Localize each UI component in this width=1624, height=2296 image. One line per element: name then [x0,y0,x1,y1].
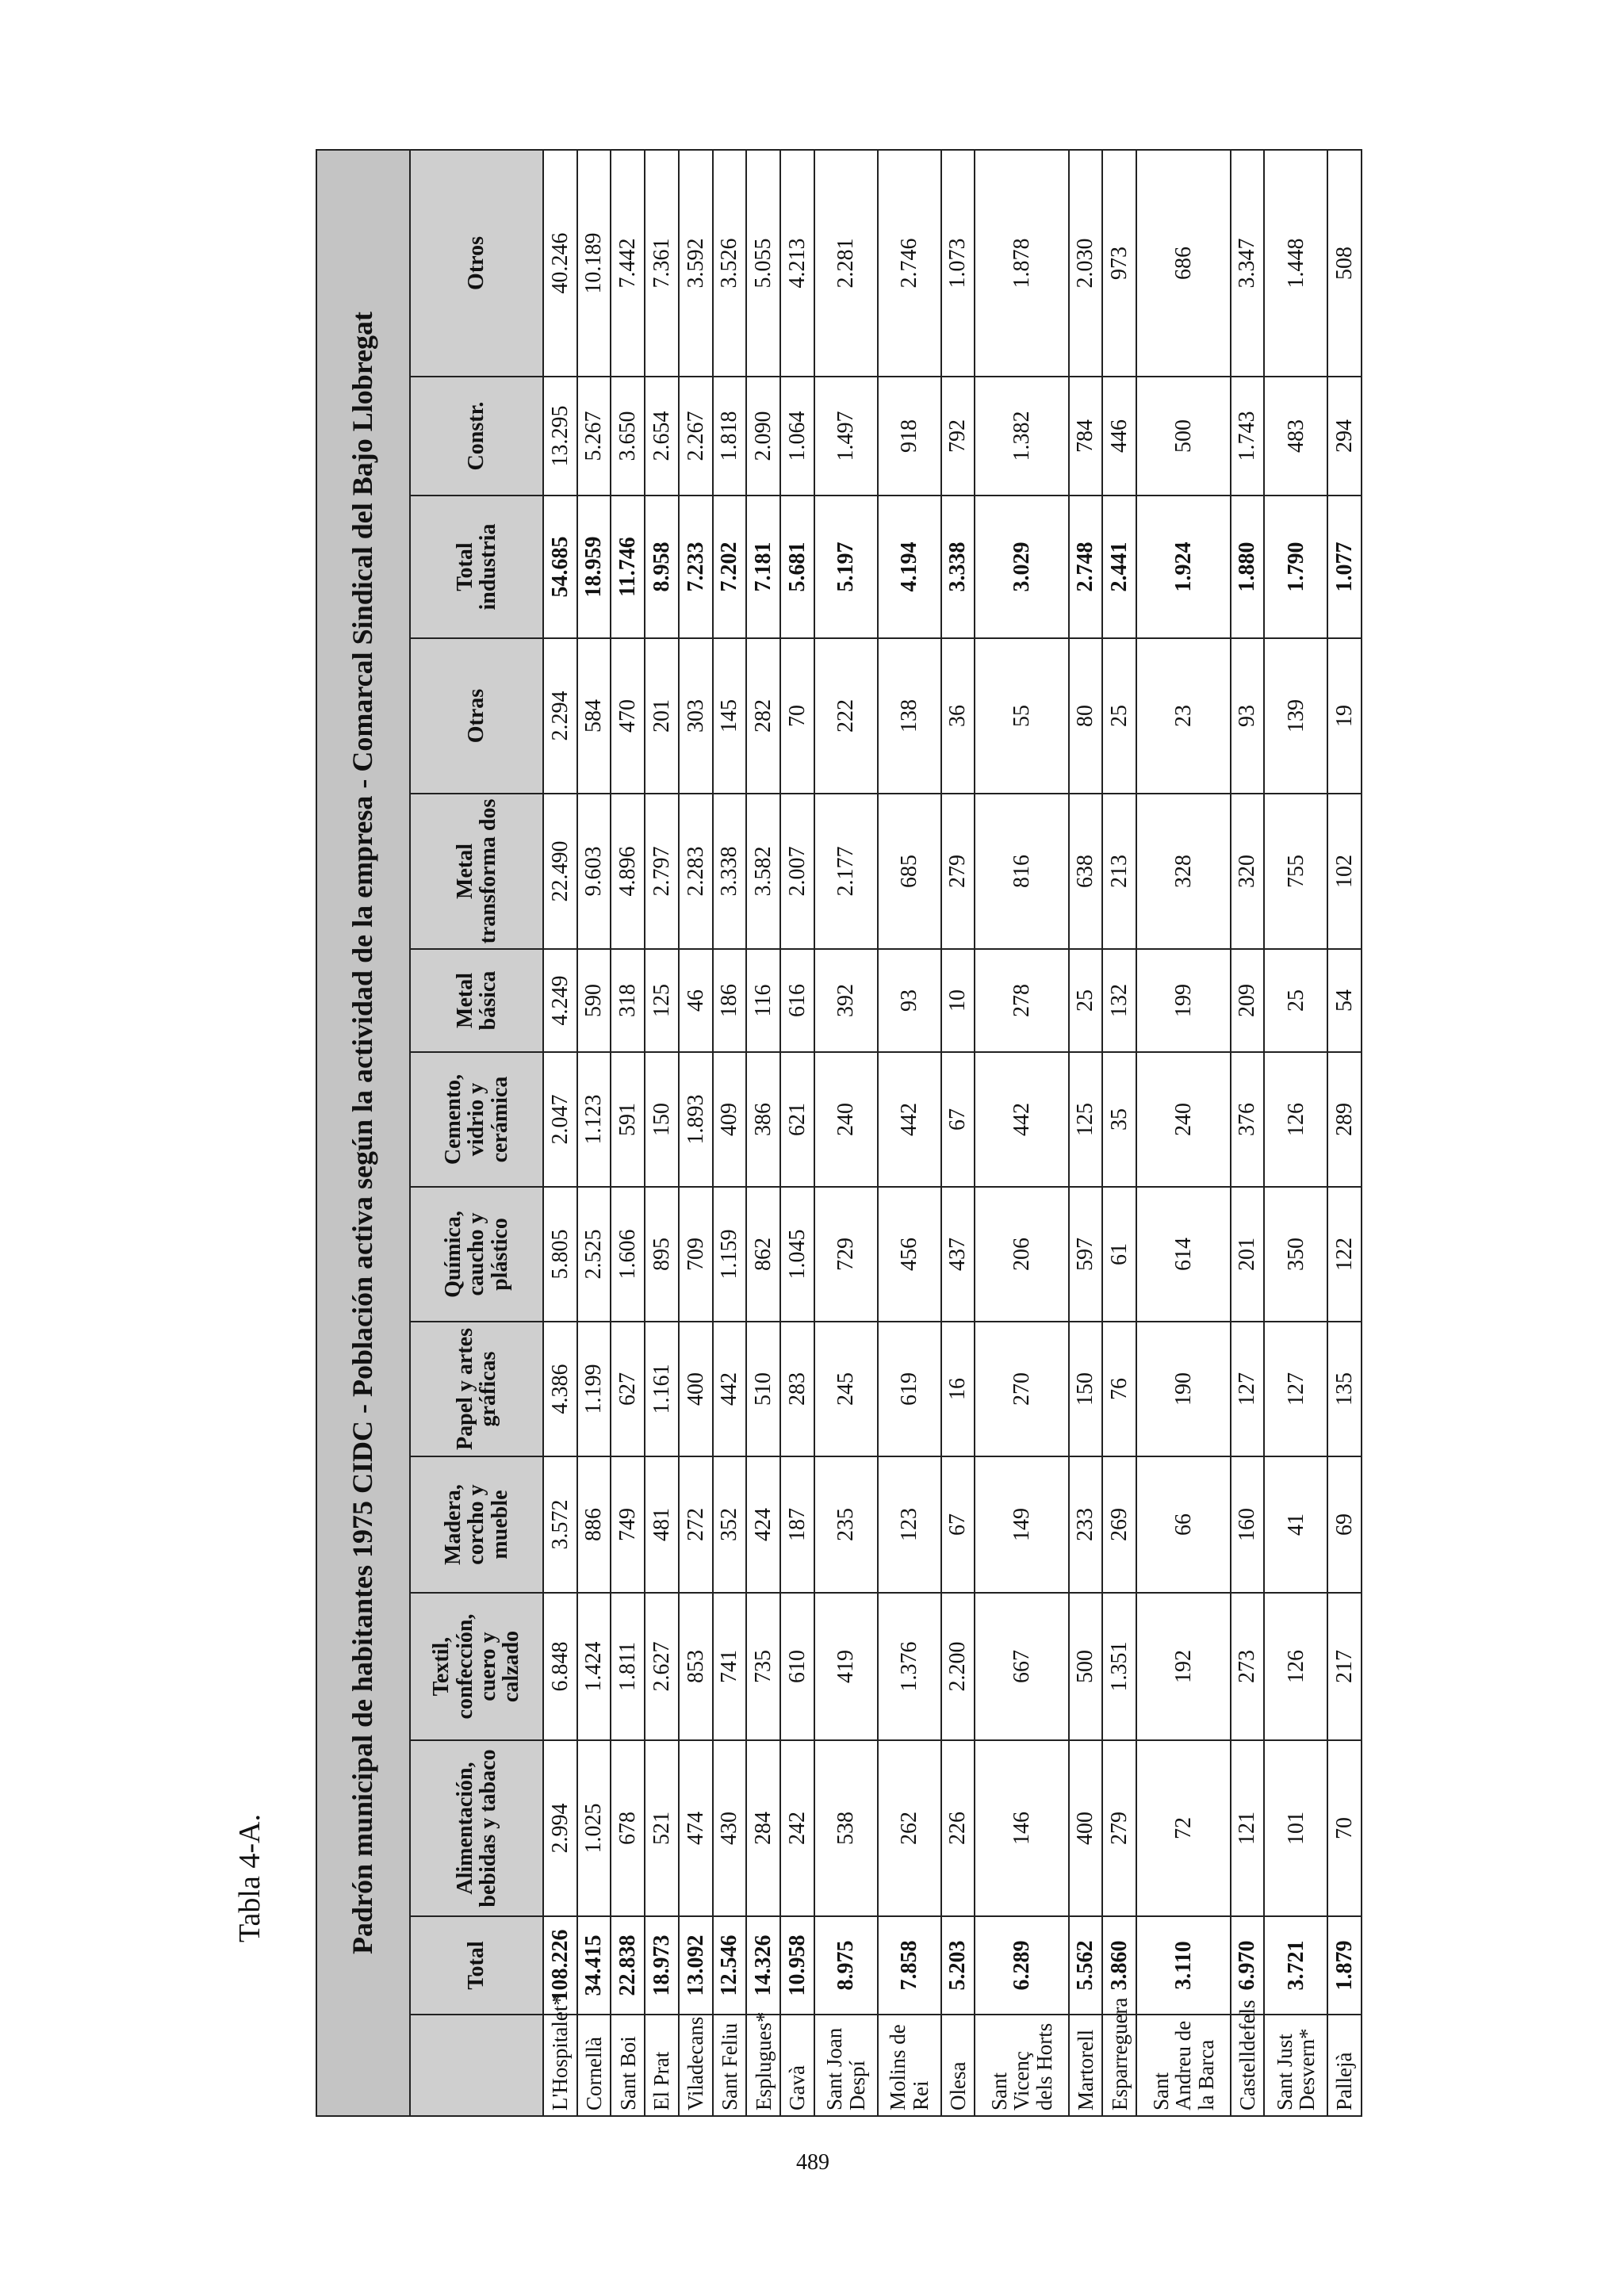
value-cell: 201 [1231,1187,1265,1322]
value-cell: 1.161 [645,1322,679,1456]
value-cell: 2.994 [543,1740,577,1916]
value-cell: 483 [1264,377,1327,496]
value-cell: 2.007 [780,794,814,949]
value-cell: 108.226 [543,1916,577,2015]
value-cell: 80 [1069,638,1103,794]
value-cell: 784 [1069,377,1103,496]
value-cell: 2.746 [878,150,941,377]
value-cell: 3.526 [713,150,747,377]
column-headers [410,150,543,2116]
value-cell: 5.805 [543,1187,577,1322]
value-cell: 481 [645,1456,679,1593]
value-cell: 792 [941,377,975,496]
value-cell: 862 [746,1187,780,1322]
value-cell: 279 [1102,1740,1136,1916]
value-cell: 125 [645,949,679,1052]
value-cell: 70 [1327,1740,1362,1916]
table-row [645,150,679,2116]
value-cell: 283 [780,1322,814,1456]
value-cell: 400 [679,1322,713,1456]
value-cell: 270 [975,1322,1068,1456]
value-cell: 3.860 [1102,1916,1136,2015]
column-header: Madera, corcho y mueble [410,1456,543,1593]
value-cell: 318 [611,949,645,1052]
value-cell: 352 [713,1456,747,1593]
data-table-container [316,151,1362,2117]
value-cell: 1.351 [1102,1593,1136,1740]
value-cell: 40.246 [543,150,577,377]
value-cell: 8.975 [814,1916,878,2015]
value-cell: 895 [645,1187,679,1322]
value-cell: 616 [780,949,814,1052]
value-cell: 102 [1327,794,1362,949]
value-cell: 500 [1069,1593,1103,1740]
value-cell: 4.249 [543,949,577,1052]
municipality-cell: Sant Joan Despí [814,2015,878,2116]
table-row [780,150,814,2116]
value-cell: 419 [814,1593,878,1740]
value-cell: 13.092 [679,1916,713,2015]
value-cell: 54 [1327,949,1362,1052]
column-header: Otras [410,638,543,794]
value-cell: 93 [878,949,941,1052]
value-cell: 886 [577,1456,611,1593]
value-cell: 127 [1264,1322,1327,1456]
value-cell: 4.194 [878,496,941,638]
value-cell: 25 [1069,949,1103,1052]
value-cell: 242 [780,1740,814,1916]
municipality-cell: Pallejà [1327,2015,1362,2116]
value-cell: 1.811 [611,1593,645,1740]
value-cell: 376 [1231,1052,1265,1187]
value-cell: 2.654 [645,377,679,496]
value-cell: 10.189 [577,150,611,377]
value-cell: 190 [1136,1322,1230,1456]
value-cell: 235 [814,1456,878,1593]
table-row [713,150,747,2116]
value-cell: 279 [941,794,975,949]
column-header: Total industria [410,496,543,638]
value-cell: 1.123 [577,1052,611,1187]
value-cell: 150 [1069,1322,1103,1456]
column-header: Otros [410,150,543,377]
value-cell: 2.525 [577,1187,611,1322]
value-cell: 13.295 [543,377,577,496]
municipality-cell: Sant Vicenç dels Horts [975,2015,1068,2116]
value-cell: 5.562 [1069,1916,1103,2015]
value-cell: 206 [975,1187,1068,1322]
value-cell: 2.283 [679,794,713,949]
value-cell: 2.294 [543,638,577,794]
value-cell: 591 [611,1052,645,1187]
municipality-cell: Esplugues* [746,2015,780,2116]
value-cell: 2.090 [746,377,780,496]
value-cell: 1.879 [1327,1916,1362,2015]
value-cell: 1.045 [780,1187,814,1322]
value-cell: 5.055 [746,150,780,377]
value-cell: 973 [1102,150,1136,377]
value-cell: 2.441 [1102,496,1136,638]
value-cell: 22.490 [543,794,577,949]
table-row [814,150,878,2116]
value-cell: 3.582 [746,794,780,949]
population-table [316,149,1362,2117]
value-cell: 146 [975,1740,1068,1916]
column-header: Total [410,1916,543,2015]
value-cell: 3.338 [941,496,975,638]
value-cell: 55 [975,638,1068,794]
municipality-cell: Martorell [1069,2015,1103,2116]
value-cell: 430 [713,1740,747,1916]
value-cell: 294 [1327,377,1362,496]
municipality-cell: L'Hospitalet* [543,2015,577,2116]
value-cell: 123 [878,1456,941,1593]
value-cell: 1.077 [1327,496,1362,638]
value-cell: 66 [1136,1456,1230,1593]
value-cell: 5.197 [814,496,878,638]
value-cell: 217 [1327,1593,1362,1740]
value-cell: 508 [1327,150,1362,377]
value-cell: 10.958 [780,1916,814,2015]
value-cell: 510 [746,1322,780,1456]
value-cell: 101 [1264,1740,1327,1916]
municipality-cell: Castelldefels [1231,2015,1265,2116]
value-cell: 126 [1264,1052,1327,1187]
value-cell: 1.424 [577,1593,611,1740]
value-cell: 135 [1327,1322,1362,1456]
value-cell: 199 [1136,949,1230,1052]
value-cell: 3.338 [713,794,747,949]
value-cell: 116 [746,949,780,1052]
value-cell: 735 [746,1593,780,1740]
table-row [941,150,975,2116]
table-row [543,150,577,2116]
value-cell: 442 [878,1052,941,1187]
value-cell: 3.029 [975,496,1068,638]
value-cell: 627 [611,1322,645,1456]
value-cell: 1.382 [975,377,1068,496]
table-row [878,150,941,2116]
value-cell: 6.289 [975,1916,1068,2015]
value-cell: 538 [814,1740,878,1916]
column-header: Constr. [410,377,543,496]
value-cell: 741 [713,1593,747,1740]
value-cell: 284 [746,1740,780,1916]
value-cell: 2.748 [1069,496,1103,638]
page-number: 489 [796,2150,829,2175]
value-cell: 667 [975,1593,1068,1740]
value-cell: 226 [941,1740,975,1916]
municipality-cell: El Prat [645,2015,679,2116]
municipality-cell: Molins de Rei [878,2015,941,2116]
value-cell: 424 [746,1456,780,1593]
value-cell: 1.818 [713,377,747,496]
column-header: Metal básica [410,949,543,1052]
table-row [1327,150,1362,2116]
value-cell: 14.326 [746,1916,780,2015]
value-cell: 16 [941,1322,975,1456]
value-cell: 621 [780,1052,814,1187]
value-cell: 145 [713,638,747,794]
value-cell: 4.896 [611,794,645,949]
table-body [543,150,1362,2116]
value-cell: 584 [577,638,611,794]
value-cell: 619 [878,1322,941,1456]
value-cell: 272 [679,1456,713,1593]
value-cell: 1.025 [577,1740,611,1916]
value-cell: 1.497 [814,377,878,496]
table-row [611,150,645,2116]
value-cell: 122 [1327,1187,1362,1322]
municipality-cell: Viladecans [679,2015,713,2116]
value-cell: 273 [1231,1593,1265,1740]
value-cell: 1.893 [679,1052,713,1187]
value-cell: 2.627 [645,1593,679,1740]
value-cell: 25 [1102,638,1136,794]
value-cell: 610 [780,1593,814,1740]
value-cell: 160 [1231,1456,1265,1593]
value-cell: 2.797 [645,794,679,949]
table-row [577,150,611,2116]
value-cell: 446 [1102,377,1136,496]
value-cell: 7.442 [611,150,645,377]
municipality-cell: Sant Just Desvern* [1264,2015,1327,2116]
value-cell: 245 [814,1322,878,1456]
value-cell: 25 [1264,949,1327,1052]
column-header: Textil, confección, cuero y calzado [410,1593,543,1740]
value-cell: 686 [1136,150,1230,377]
value-cell: 749 [611,1456,645,1593]
value-cell: 4.213 [780,150,814,377]
value-cell: 1.448 [1264,150,1327,377]
table-row [1231,150,1265,2116]
value-cell: 186 [713,949,747,1052]
value-cell: 400 [1069,1740,1103,1916]
value-cell: 7.858 [878,1916,941,2015]
value-cell: 470 [611,638,645,794]
value-cell: 72 [1136,1740,1230,1916]
value-cell: 456 [878,1187,941,1322]
value-cell: 678 [611,1740,645,1916]
column-header [410,2015,543,2116]
value-cell: 437 [941,1187,975,1322]
value-cell: 3.592 [679,150,713,377]
value-cell: 4.386 [543,1322,577,1456]
value-cell: 597 [1069,1187,1103,1322]
value-cell: 614 [1136,1187,1230,1322]
column-header: Papel y artes gráficas [410,1322,543,1456]
value-cell: 22.838 [611,1916,645,2015]
value-cell: 409 [713,1052,747,1187]
table-row [1102,150,1136,2116]
value-cell: 132 [1102,949,1136,1052]
value-cell: 392 [814,949,878,1052]
value-cell: 5.267 [577,377,611,496]
municipality-cell: Cornellà [577,2015,611,2116]
value-cell: 2.030 [1069,150,1103,377]
table-row [975,150,1068,2116]
value-cell: 729 [814,1187,878,1322]
municipality-cell: Sant Boi [611,2015,645,2116]
value-cell: 23 [1136,638,1230,794]
value-cell: 149 [975,1456,1068,1593]
value-cell: 2.177 [814,794,878,949]
value-cell: 918 [878,377,941,496]
value-cell: 289 [1327,1052,1362,1187]
value-cell: 121 [1231,1740,1265,1916]
value-cell: 9.603 [577,794,611,949]
value-cell: 139 [1264,638,1327,794]
value-cell: 36 [941,638,975,794]
value-cell: 70 [780,638,814,794]
value-cell: 69 [1327,1456,1362,1593]
value-cell: 1.159 [713,1187,747,1322]
value-cell: 54.685 [543,496,577,638]
value-cell: 7.181 [746,496,780,638]
value-cell: 240 [814,1052,878,1187]
value-cell: 5.203 [941,1916,975,2015]
value-cell: 2.281 [814,150,878,377]
value-cell: 709 [679,1187,713,1322]
value-cell: 685 [878,794,941,949]
table-row [679,150,713,2116]
value-cell: 6.848 [543,1593,577,1740]
municipality-cell: Sant Feliu [713,2015,747,2116]
value-cell: 262 [878,1740,941,1916]
value-cell: 2.200 [941,1593,975,1740]
value-cell: 201 [645,638,679,794]
value-cell: 5.681 [780,496,814,638]
value-cell: 192 [1136,1593,1230,1740]
value-cell: 7.202 [713,496,747,638]
value-cell: 282 [746,638,780,794]
table-title: Padrón municipal de habitantes 1975 CIDC - Población activa según la actividad de la empresa - Comarcal Sindical del Bajo Llobregat [316,150,410,2116]
column-header: Química, caucho y plástico [410,1187,543,1322]
value-cell: 93 [1231,638,1265,794]
value-cell: 500 [1136,377,1230,496]
value-cell: 6.970 [1231,1916,1265,2015]
value-cell: 1.199 [577,1322,611,1456]
value-cell: 18.959 [577,496,611,638]
value-cell: 233 [1069,1456,1103,1593]
municipality-cell: Esparreguera [1102,2015,1136,2116]
value-cell: 386 [746,1052,780,1187]
municipality-cell: Gavà [780,2015,814,2116]
value-cell: 213 [1102,794,1136,949]
municipality-cell: Sant Andreu de la Barca [1136,2015,1230,2116]
value-cell: 46 [679,949,713,1052]
value-cell: 350 [1264,1187,1327,1322]
value-cell: 138 [878,638,941,794]
value-cell: 222 [814,638,878,794]
value-cell: 2.047 [543,1052,577,1187]
value-cell: 209 [1231,949,1265,1052]
table-row [1264,150,1327,2116]
value-cell: 442 [975,1052,1068,1187]
value-cell: 755 [1264,794,1327,949]
value-cell: 816 [975,794,1068,949]
value-cell: 1.743 [1231,377,1265,496]
value-cell: 67 [941,1456,975,1593]
value-cell: 19 [1327,638,1362,794]
column-header: Cemento, vidrio y cerámica [410,1052,543,1187]
table-row [1069,150,1103,2116]
value-cell: 1.606 [611,1187,645,1322]
value-cell: 1.790 [1264,496,1327,638]
value-cell: 187 [780,1456,814,1593]
value-cell: 590 [577,949,611,1052]
value-cell: 126 [1264,1593,1327,1740]
value-cell: 269 [1102,1456,1136,1593]
municipality-cell: Olesa [941,2015,975,2116]
table-label: Tabla 4-A. [233,1814,266,1942]
value-cell: 853 [679,1593,713,1740]
value-cell: 127 [1231,1322,1265,1456]
value-cell: 3.650 [611,377,645,496]
value-cell: 11.746 [611,496,645,638]
value-cell: 278 [975,949,1068,1052]
value-cell: 34.415 [577,1916,611,2015]
value-cell: 1.073 [941,150,975,377]
value-cell: 61 [1102,1187,1136,1322]
value-cell: 474 [679,1740,713,1916]
value-cell: 18.973 [645,1916,679,2015]
value-cell: 1.924 [1136,496,1230,638]
value-cell: 521 [645,1740,679,1916]
value-cell: 8.958 [645,496,679,638]
value-cell: 125 [1069,1052,1103,1187]
value-cell: 1.880 [1231,496,1265,638]
table-row [746,150,780,2116]
value-cell: 67 [941,1052,975,1187]
table-row [1136,150,1230,2116]
value-cell: 3.110 [1136,1916,1230,2015]
value-cell: 638 [1069,794,1103,949]
value-cell: 328 [1136,794,1230,949]
value-cell: 1.064 [780,377,814,496]
value-cell: 320 [1231,794,1265,949]
value-cell: 35 [1102,1052,1136,1187]
value-cell: 150 [645,1052,679,1187]
value-cell: 1.376 [878,1593,941,1740]
value-cell: 1.878 [975,150,1068,377]
value-cell: 76 [1102,1322,1136,1456]
value-cell: 41 [1264,1456,1327,1593]
value-cell: 3.721 [1264,1916,1327,2015]
value-cell: 7.361 [645,150,679,377]
value-cell: 240 [1136,1052,1230,1187]
value-cell: 12.546 [713,1916,747,2015]
value-cell: 10 [941,949,975,1052]
value-cell: 2.267 [679,377,713,496]
value-cell: 442 [713,1322,747,1456]
value-cell: 3.347 [1231,150,1265,377]
value-cell: 303 [679,638,713,794]
value-cell: 3.572 [543,1456,577,1593]
column-header: Alimentación, bebidas y tabaco [410,1740,543,1916]
value-cell: 7.233 [679,496,713,638]
column-header: Metal transforma dos [410,794,543,949]
